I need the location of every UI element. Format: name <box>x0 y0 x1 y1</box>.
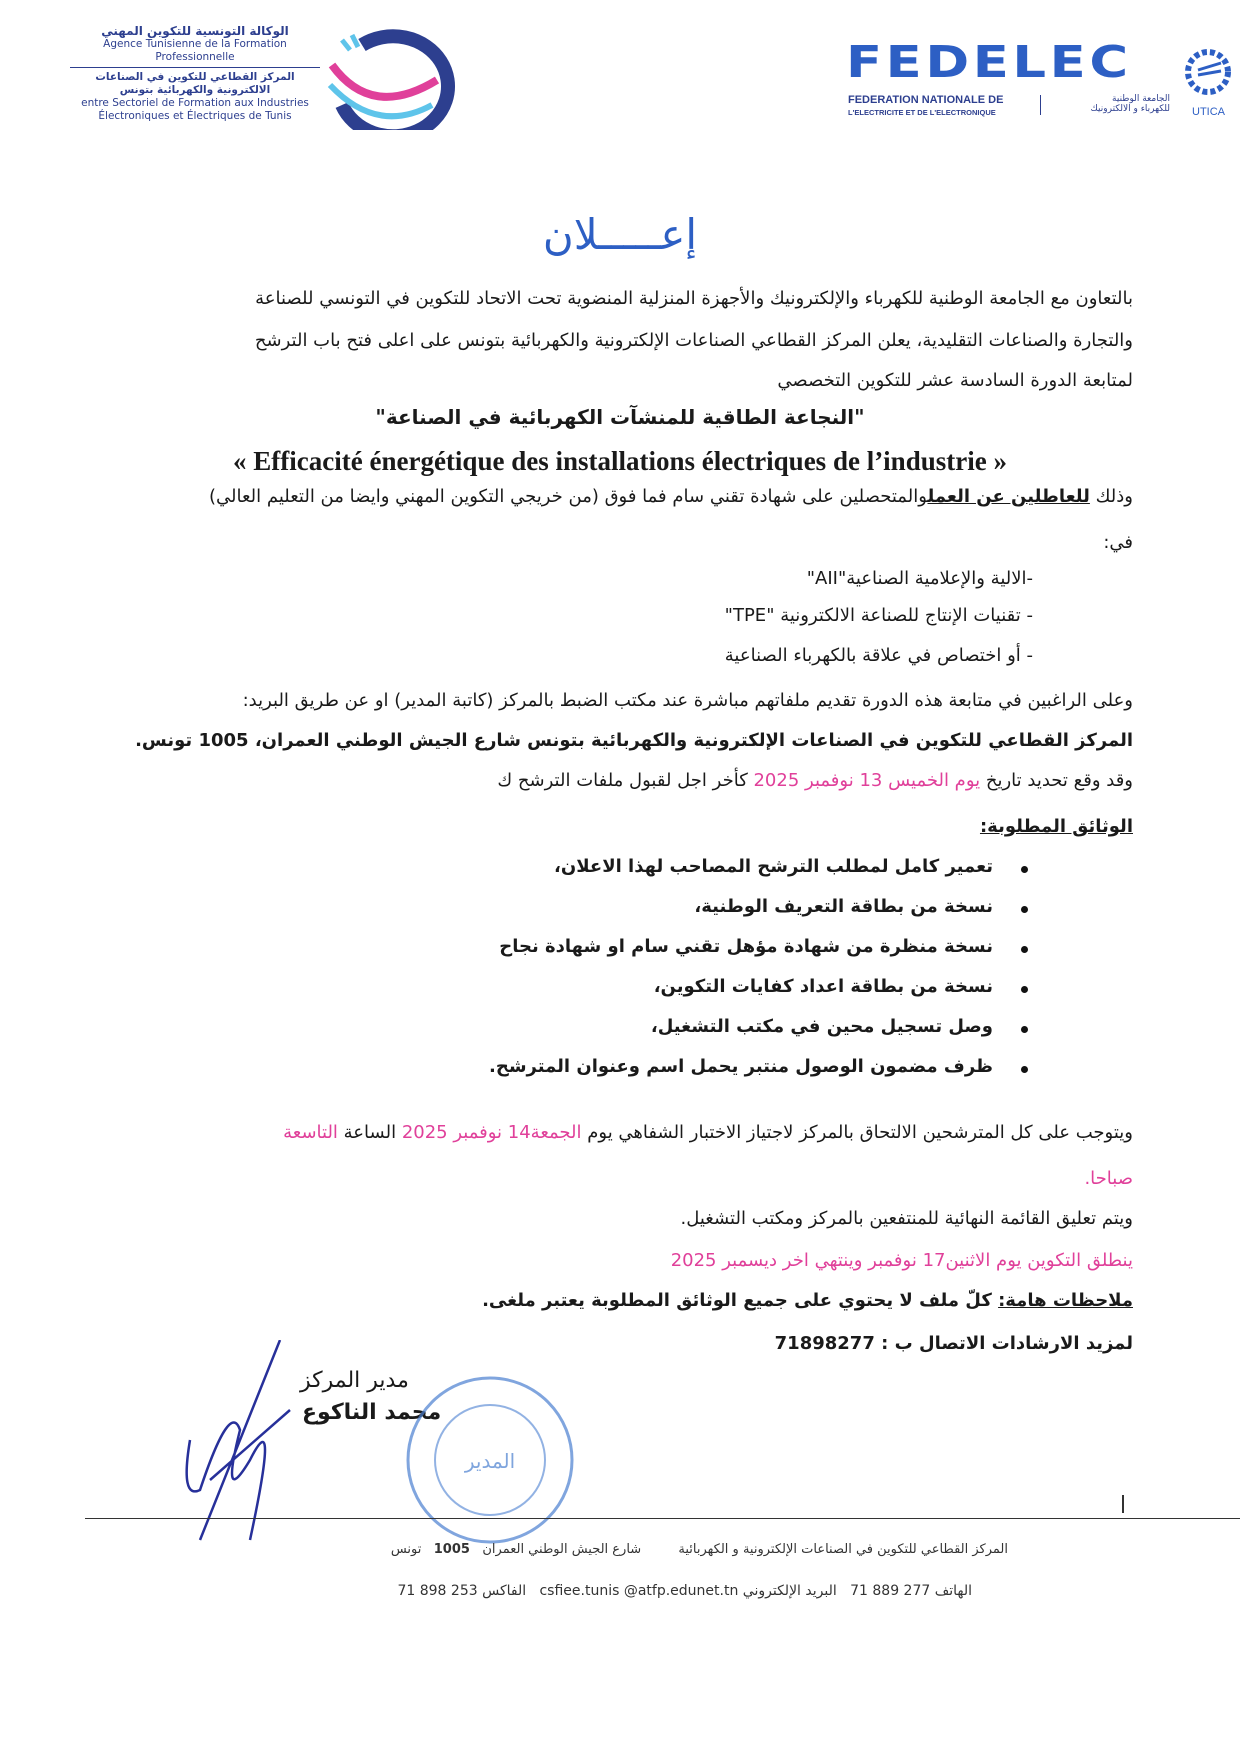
specialty-item: - تقنيات الإنتاج للصناعة الالكترونية "TPE" <box>724 605 1033 626</box>
contact-line: لمزيد الارشادات الاتصال ب : 71898277 <box>774 1333 1133 1354</box>
atfp-logo-block <box>70 25 320 123</box>
center-name-fr-2: Électroniques et Électriques de Tunis <box>98 110 292 122</box>
official-stamp-icon <box>400 1370 580 1550</box>
utica-gear-icon <box>1183 45 1233 100</box>
director-name: محمد الناكوع <box>302 1400 442 1425</box>
important-note: ملاحظات هامة: كلّ ملف لا يحتوي على جميع الوثائق المطلوبة يعتبر ملغى. <box>482 1290 1133 1311</box>
doc-item: وصل تسجيل محين في مكتب التشغيل، <box>650 1016 993 1037</box>
agency-name-fr: Agence Tunisienne de la Formation <box>103 38 287 50</box>
svg-text:المدير: المدير <box>464 1449 516 1473</box>
page-title: إعـــــلان <box>542 210 698 259</box>
specialty-item: - أو اختصاص في علاقة بالكهرباء الصناعية <box>724 645 1033 666</box>
center-name-ar-2: الالكترونية والكهربائية بتونس <box>119 84 271 96</box>
eligibility-line: وذلك للعاطلين عن العملوالمتحصلين على شهادة تقني سام فما فوق (من خريجي التكوين المهني وايضا من التعليم العالي) <box>208 486 1133 507</box>
footer-address: المركز القطاعي للتكوين في الصناعات الإلكترونية و الكهربائية شارع الجيش الوطني العمران 1005 تونس <box>390 1542 1008 1557</box>
fedelec-name-ar: الجامعة الوطنية للكهرباء و الالكترونيك <box>1090 94 1170 114</box>
deadline-line: وقد وقع تحديد تاريخ يوم الخميس 13 نوفمبر 2025 كأخر اجل لقبول ملفات الترشح ك <box>497 770 1133 791</box>
agency-name-fr-2: Professionnelle <box>155 51 235 63</box>
specialty-item: -الالية والإعلامية الصناعية"AII" <box>806 568 1033 589</box>
center-name-ar: المركز القطاعي للتكوين في الصناعات <box>95 71 295 83</box>
footer-divider <box>85 1518 1240 1519</box>
final-list-note: ويتم تعليق القائمة النهائية للمنتفعين بالمركز ومكتب التشغيل. <box>680 1208 1133 1229</box>
exam-line: ويتوجب على كل المترشحين الالتحاق بالمركز لاجتياز الاختبار الشفاهي يوم الجمعة14 نوفمبر 2025 الساعة التاسعة <box>283 1122 1133 1143</box>
exam-time-morning: صباحا. <box>1084 1168 1133 1189</box>
doc-item: نسخة منظرة من شهادة مؤهل تقني سام او شهادة نجاح <box>499 936 993 957</box>
unemployed-emphasis: للعاطلين عن العمل <box>927 486 1090 507</box>
intro-line-1: بالتعاون مع الجامعة الوطنية للكهرباء والإلكترونيك والأجهزة المنزلية المنضوية تحت الاتحاد للتكوين في التونسي للصناعة <box>255 288 1133 309</box>
footer-phone: 71 889 277 <box>850 1583 931 1599</box>
fedelec-name-fr: FEDERATION NATIONALE DE <box>848 94 1004 106</box>
course-title-fr: « Efficacité énergétique des installations électriques de l’industrie » <box>233 446 1007 476</box>
center-name-fr: entre Sectoriel de Formation aux Industries <box>81 97 309 109</box>
deadline-date: يوم الخميس 13 نوفمبر 2025 <box>753 770 981 791</box>
footer-fax: 71 898 253 <box>397 1583 478 1599</box>
agency-name-ar: الوكالة التونسية للتكوين المهني <box>101 24 289 38</box>
utica-label: UTICA <box>1192 106 1225 118</box>
doc-item: تعمير كامل لمطلب الترشح المصاحب لهذا الاعلان، <box>554 856 993 877</box>
intro-line-2: والتجارة والصناعات التقليدية، يعلن المركز القطاعي الصناعات الإلكترونية والكهربائية بتونس على اعلى فتح باب الترشح <box>254 330 1133 351</box>
atfp-swirl-logo-icon <box>322 25 457 130</box>
intro-line-3: لمتابعة الدورة السادسة عشر للتكوين التخصصي <box>777 370 1133 391</box>
doc-item: ظرف مضمون الوصول منتبر يحمل اسم وعنوان المترشح. <box>489 1056 993 1077</box>
director-title: مدير المركز <box>300 1368 409 1393</box>
fedelec-name-fr-2: L'ELECTRICITE ET DE L'ELECTRONIQUE <box>848 108 996 117</box>
postal-address: المركز القطاعي للتكوين في الصناعات الإلكترونية والكهربائية بتونس شارع الجيش الوطني العمران، 1005 تونس. <box>135 730 1133 751</box>
required-docs-title: الوثائق المطلوبة: <box>979 816 1133 837</box>
fedelec-logo-text: FEDELEC <box>846 37 1132 88</box>
doc-item: نسخة من بطاقة اعداد كفايات التكوين، <box>653 976 993 997</box>
submission-text: وعلى الراغبين في متابعة هذه الدورة تقديم ملفاتهم مباشرة عند مكتب الضبط بالمركز (كاتبة المدير) او عن طريق البريد: <box>242 690 1133 711</box>
in-label: في: <box>1103 532 1133 553</box>
course-title-ar: "النجاعة الطاقية للمنشآت الكهربائية في الصناعة" <box>375 405 865 429</box>
exam-date: الجمعة14 نوفمبر 2025 <box>401 1122 582 1143</box>
training-dates: ينطلق التكوين يوم الاثنين17 نوفمبر وينتهي اخر ديسمبر 2025 <box>670 1250 1133 1271</box>
footer-contacts: الهاتف 71 889 277 البريد الإلكتروني csfiee.tunis @atfp.edunet.tn الفاكس 71 898 253 <box>397 1583 972 1599</box>
doc-item: نسخة من بطاقة التعريف الوطنية، <box>694 896 993 917</box>
footer-email[interactable]: csfiee.tunis @atfp.edunet.tn <box>539 1583 739 1599</box>
